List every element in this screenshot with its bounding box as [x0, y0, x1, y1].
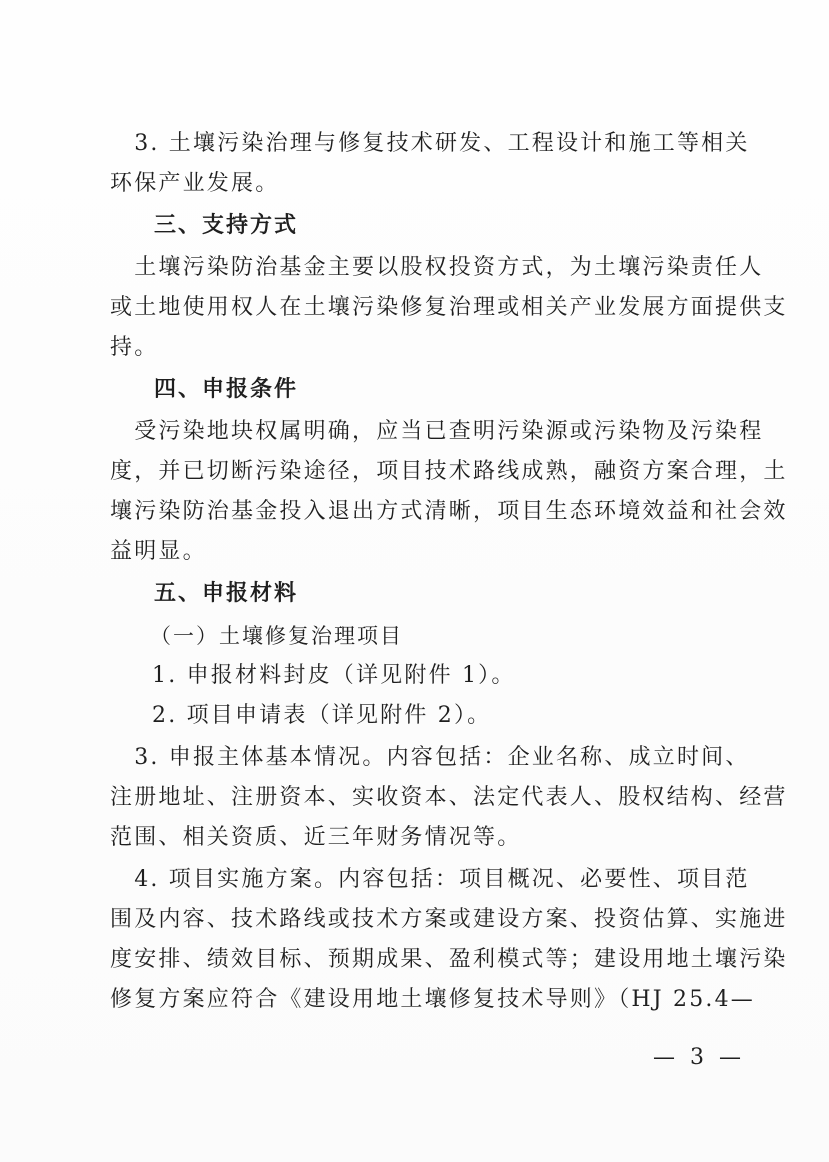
paragraph-support-method	[110, 252, 788, 372]
text-line: 4. 项目实施方案。内容包括：项目概况、必要性、项目范	[110, 867, 750, 892]
text-line: 3. 土壤污染治理与修复技术研发、工程设计和施工等相关	[110, 131, 750, 156]
text-line: 3. 申报主体基本情况。内容包括：企业名称、成立时间、	[110, 745, 750, 770]
text-line: 壤污染防治基金投入退出方式清晰，项目生态环境效益和社会效	[110, 499, 788, 524]
subsection-soil-remediation: （一）土壤修复治理项目	[150, 624, 403, 648]
section-heading-application-conditions: 四、申报条件	[154, 377, 299, 402]
paragraph-implementation-plan	[110, 864, 788, 1024]
paragraph-applicant-info	[110, 742, 788, 862]
section-heading-support-method: 三、支持方式	[154, 213, 299, 238]
paragraph-application-conditions	[110, 416, 788, 576]
text-line: 围及内容、技术路线或技术方案或建设方案、投资估算、实施进	[110, 907, 788, 932]
text-line: 益明显。	[110, 539, 207, 564]
text-line: 注册地址、注册资本、实收资本、法定代表人、股权结构、经营	[110, 785, 788, 810]
section-heading-application-materials: 五、申报材料	[154, 581, 299, 606]
page-number: — 3 —	[653, 1045, 745, 1070]
text-line: 环保产业发展。	[110, 171, 280, 196]
text-line: 修复方案应符合《建设用地土壤修复技术导则》（HJ 25.4—	[110, 987, 755, 1012]
text-line: 度，并已切断污染途径，项目技术路线成熟，融资方案合理，土	[110, 459, 788, 484]
text-line: 度安排、绩效目标、预期成果、盈利模式等；建设用地土壤污染	[110, 947, 788, 972]
text-line: 持。	[110, 335, 159, 360]
text-line: 受污染地块权属明确，应当已查明污染源或污染物及污染程	[110, 419, 764, 444]
list-item-cover: 1. 申报材料封皮（详见附件 1）。	[152, 663, 516, 688]
paragraph-industry-development	[110, 128, 750, 208]
text-line: 范围、相关资质、近三年财务情况等。	[110, 825, 522, 850]
list-item-application-form: 2. 项目申请表（详见附件 2）。	[152, 703, 492, 728]
text-line: 土壤污染防治基金主要以股权投资方式，为土壤污染责任人	[110, 255, 764, 280]
text-line: 或土地使用权人在土壤污染修复治理或相关产业发展方面提供支	[110, 295, 788, 320]
